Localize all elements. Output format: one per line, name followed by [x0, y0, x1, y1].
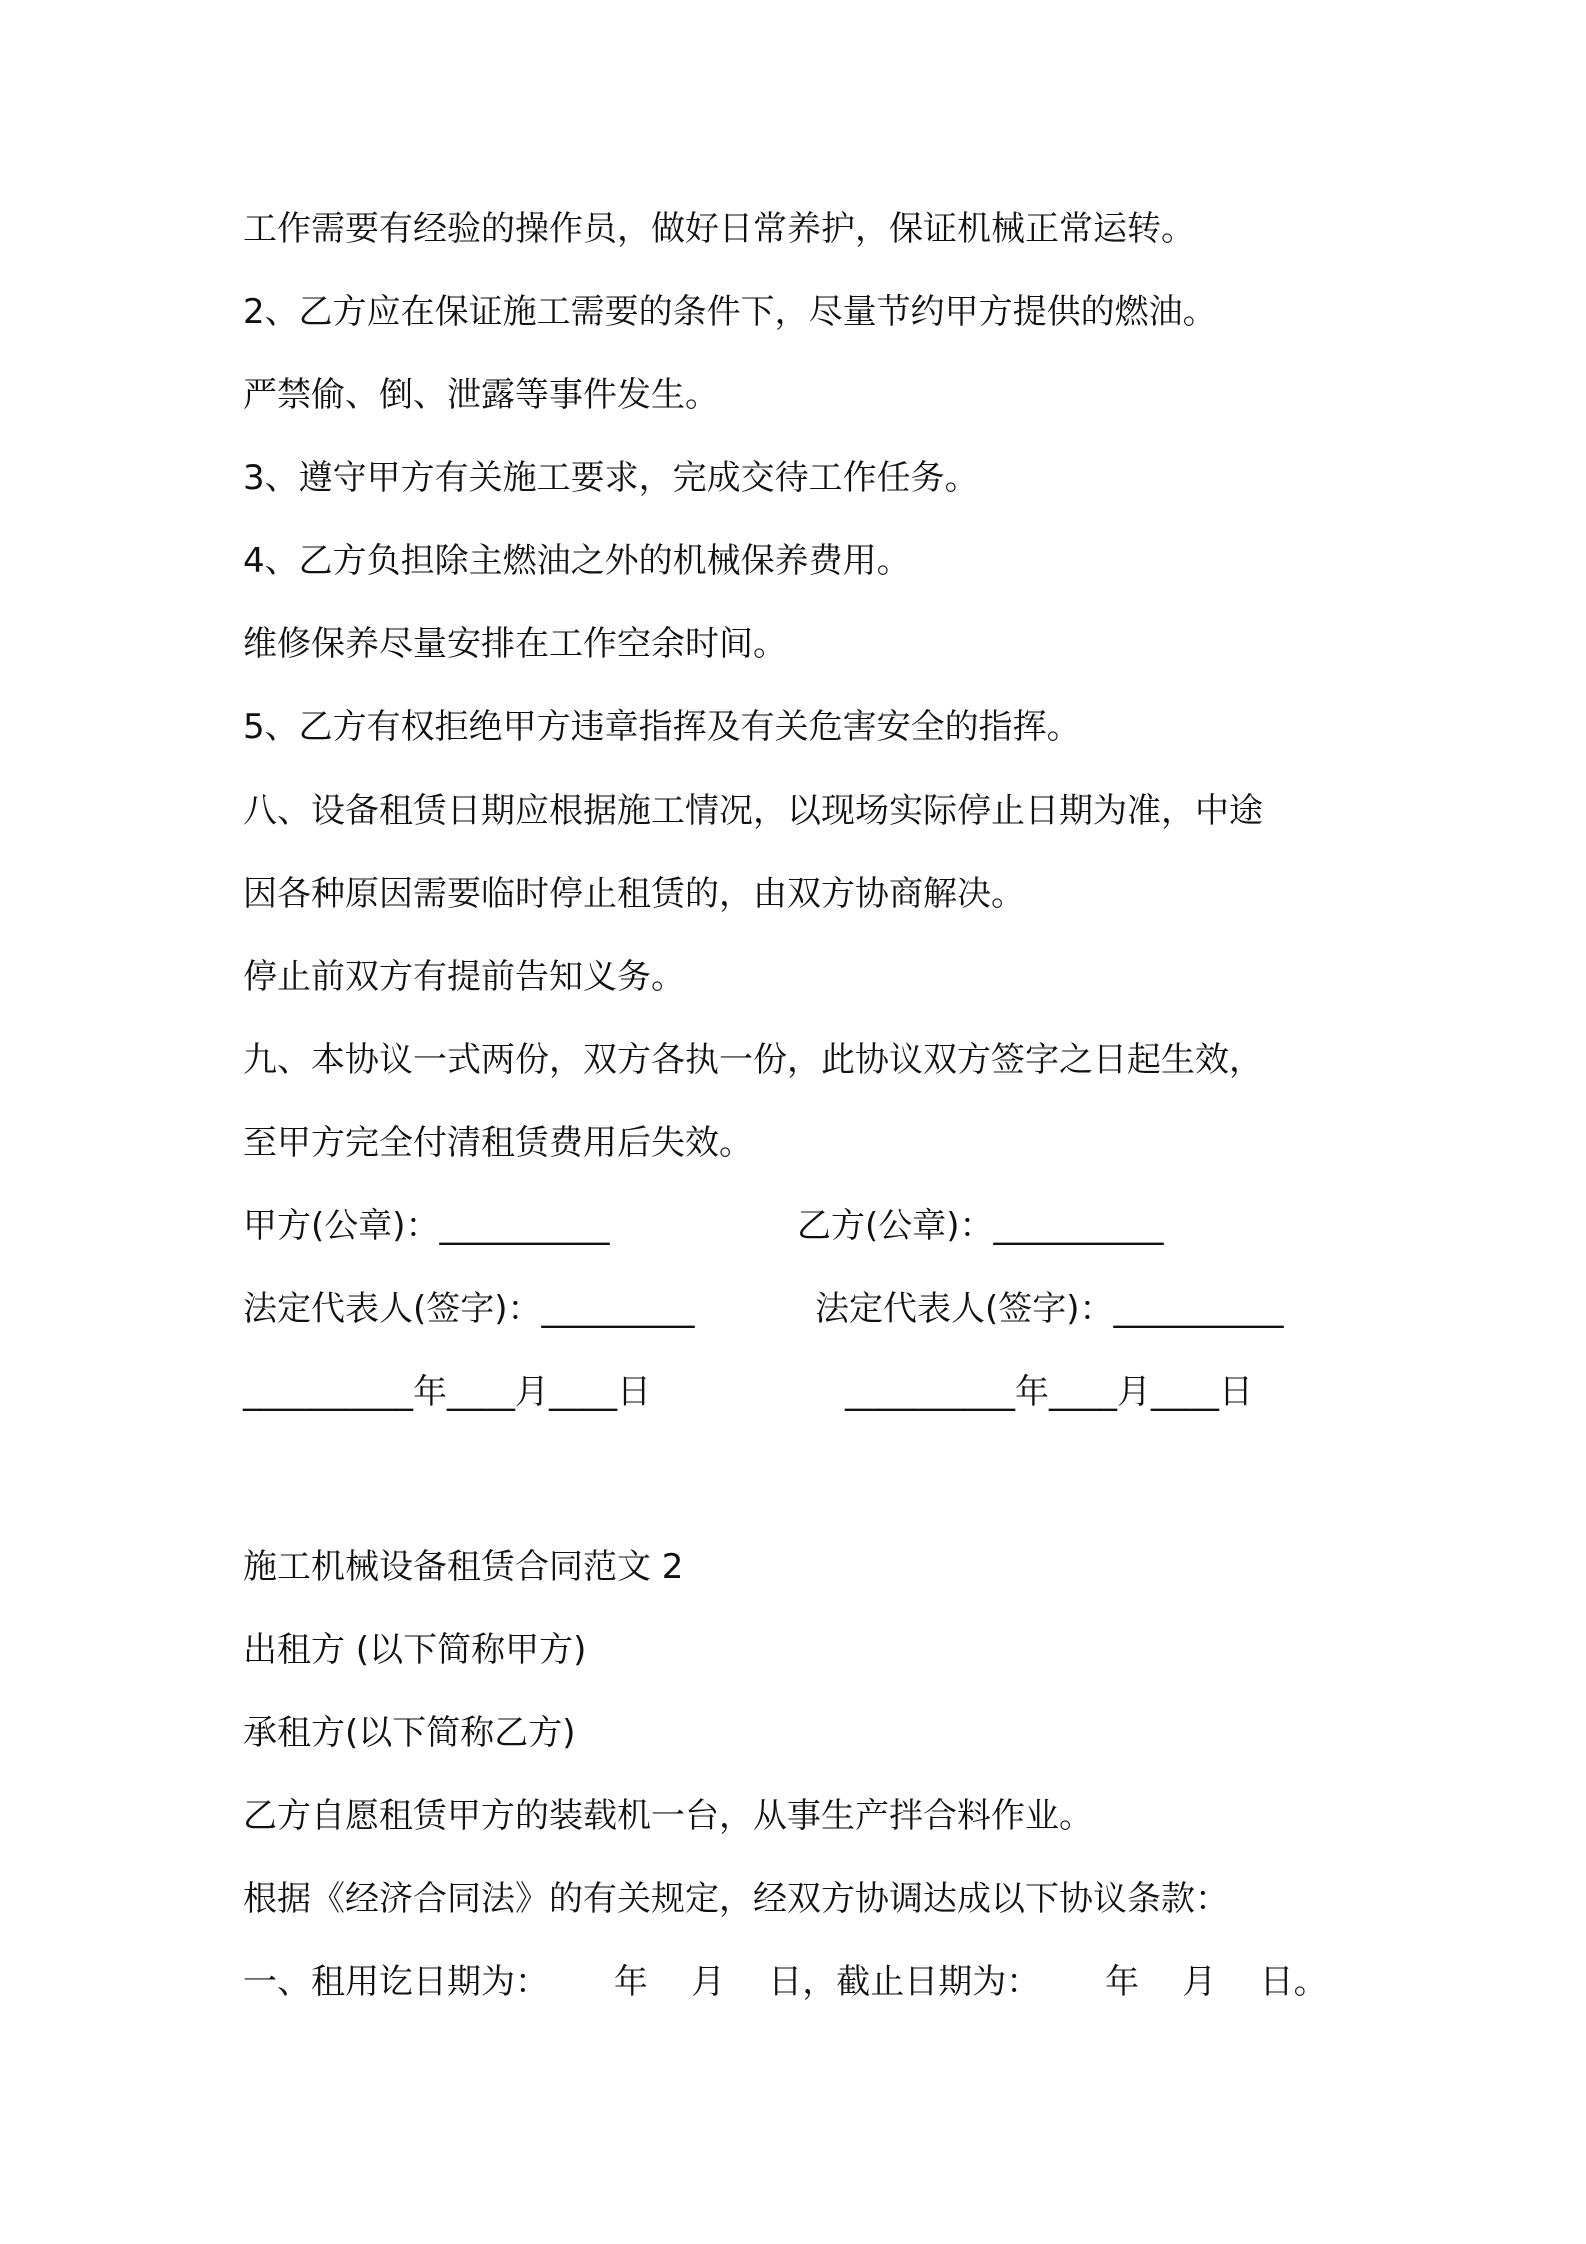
party-b-date: __________年____月____日	[845, 1372, 1253, 1412]
paragraph-line: 2、乙方应在保证施工需要的条件下，尽量节约甲方提供的燃油。	[243, 292, 1217, 332]
party-a-seal: 甲方(公章)：__________	[243, 1206, 610, 1246]
party-b-representative: 法定代表人(签字)：__________	[815, 1289, 1284, 1329]
paragraph-line: 承租方(以下简称乙方)	[243, 1713, 576, 1753]
paragraph-line: 九、本协议一式两份，双方各执一份，此协议双方签字之日起生效，	[243, 1040, 1263, 1080]
section-title: 施工机械设备租赁合同范文 2	[243, 1547, 684, 1587]
party-b-seal: 乙方(公章)：__________	[797, 1206, 1164, 1246]
paragraph-line: 5、乙方有权拒绝甲方违章指挥及有关危害安全的指挥。	[243, 707, 1081, 747]
paragraph-line: 乙方自愿租赁甲方的装载机一台，从事生产拌合料作业。	[243, 1796, 1093, 1836]
paragraph-line: 3、遵守甲方有关施工要求，完成交待工作任务。	[243, 458, 979, 498]
paragraph-line: 至甲方完全付清租赁费用后失效。	[243, 1123, 753, 1163]
paragraph-line: 工作需要有经验的操作员，做好日常养护，保证机械正常运转。	[243, 209, 1195, 249]
paragraph-line: 一、租用讫日期为： 年 月 日，截止日期为： 年 月 日。	[243, 1962, 1328, 2002]
paragraph-line: 因各种原因需要临时停止租赁的，由双方协商解决。	[243, 874, 1025, 914]
paragraph-line: 4、乙方负担除主燃油之外的机械保养费用。	[243, 541, 911, 581]
paragraph-line: 严禁偷、倒、泄露等事件发生。	[243, 375, 719, 415]
paragraph-line: 八、设备租赁日期应根据施工情况，以现场实际停止日期为准，中途	[243, 791, 1263, 831]
paragraph-line: 停止前双方有提前告知义务。	[243, 957, 685, 997]
paragraph-line: 维修保养尽量安排在工作空余时间。	[243, 624, 787, 664]
party-a-date: __________年____月____日	[243, 1372, 651, 1412]
paragraph-line: 根据《经济合同法》的有关规定，经双方协调达成以下协议条款：	[243, 1879, 1229, 1919]
paragraph-line: 出租方 (以下简称甲方)	[243, 1630, 587, 1670]
party-a-representative: 法定代表人(签字)：_________	[243, 1289, 695, 1329]
